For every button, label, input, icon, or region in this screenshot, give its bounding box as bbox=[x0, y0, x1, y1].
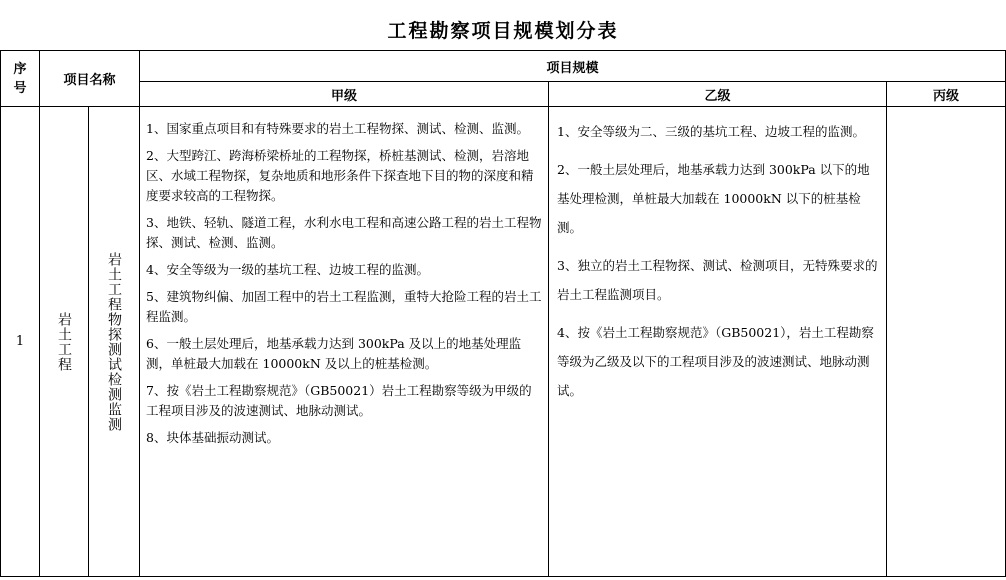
grade-b-header: 乙级 bbox=[549, 82, 887, 107]
header-row-top bbox=[1, 51, 1006, 82]
grade-a-cell bbox=[140, 107, 549, 577]
project-name-header: 项目名称 bbox=[40, 51, 140, 107]
grade-b-list bbox=[549, 107, 886, 405]
header-row-grades bbox=[1, 82, 1006, 107]
grade-a-item: 6、一般土层处理后，地基承载力达到 300kPa 及以上的地基处理监测，单桩最大加载在 10000kN 及以上的桩基检测。 bbox=[146, 336, 522, 371]
grade-c-header: 丙级 bbox=[887, 82, 1006, 107]
grade-b-item: 1、安全等级为二、三级的基坑工程、边坡工程的监测。 bbox=[557, 124, 865, 139]
seq-header-char: 号 bbox=[13, 80, 27, 96]
subcategory-label: 岩土工程物探测试检测监测 bbox=[106, 251, 122, 432]
scale-header: 项目规模 bbox=[140, 51, 1006, 82]
grade-a-item: 5、建筑物纠偏、加固工程中的岩土工程监测，重特大抢险工程的岩土工程监测。 bbox=[146, 289, 542, 324]
grade-a-list bbox=[140, 107, 548, 448]
grade-a-header: 甲级 bbox=[140, 82, 549, 107]
grade-b-item: 2、一般土层处理后，地基承载力达到 300kPa 以下的地基处理检测，单桩最大加载在 10000kN 以下的桩基检测。 bbox=[557, 162, 870, 235]
page-title: 工程勘察项目规模划分表 bbox=[387, 20, 619, 42]
grade-a-item: 7、按《岩土工程勘察规范》（GB50021）岩土工程勘察等级为甲级的工程项目涉及的波速测试、地脉动测试。 bbox=[146, 383, 532, 418]
subcategory-cell bbox=[89, 107, 140, 577]
table-row bbox=[1, 107, 1006, 577]
seq-header bbox=[1, 51, 40, 107]
grade-a-item: 2、大型跨江、跨海桥梁桥址的工程物探，桥桩基测试、检测，岩溶地区、水域工程物探，复杂地质和地形条件下探查地下目的物的深度和精度要求较高的工程物探。 bbox=[146, 148, 534, 203]
grade-a-item: 3、地铁、轻轨、隧道工程，水利水电工程和高速公路工程的岩土工程物探、测试、检测、监测。 bbox=[146, 215, 542, 250]
grade-a-item: 1、国家重点项目和有特殊要求的岩土工程物探、测试、检测、监测。 bbox=[146, 121, 529, 136]
grade-b-cell bbox=[549, 107, 887, 577]
category-cell bbox=[40, 107, 89, 577]
seq-cell: 1 bbox=[1, 107, 40, 577]
grade-b-item: 4、按《岩土工程勘察规范》（GB50021），岩土工程勘察等级为乙级及以下的工程项目涉及的波速测试、地脉动测试。 bbox=[557, 325, 874, 398]
grade-a-item: 4、安全等级为一级的基坑工程、边坡工程的监测。 bbox=[146, 262, 429, 277]
grade-a-item: 8、块体基础振动测试。 bbox=[146, 430, 279, 445]
seq-header-char: 序 bbox=[13, 61, 27, 77]
category-label: 岩土工程 bbox=[56, 311, 72, 372]
grade-c-cell bbox=[887, 107, 1006, 577]
grade-b-item: 3、独立的岩土工程物探、测试、检测项目，无特殊要求的岩土工程监测项目。 bbox=[557, 258, 878, 302]
scale-table bbox=[0, 50, 1006, 577]
seq-header-label bbox=[1, 60, 39, 98]
